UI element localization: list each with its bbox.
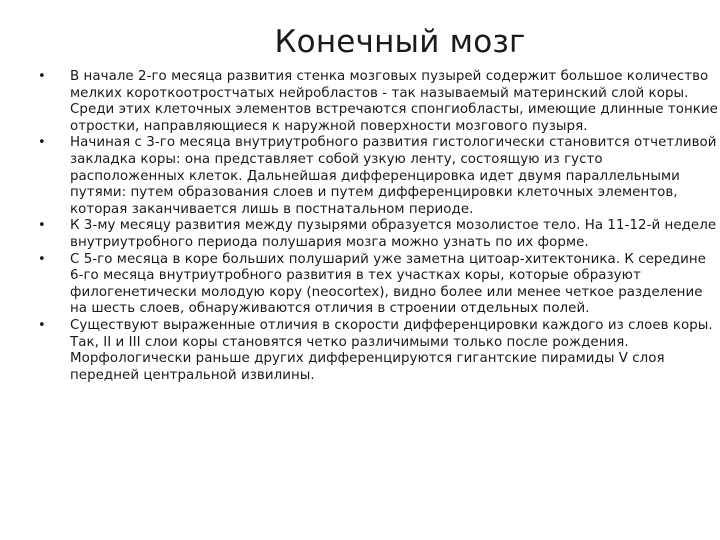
bullet-item-1 <box>38 69 718 135</box>
bullet-marker: • <box>38 135 46 151</box>
bullet-text: В начале 2-го месяца развития стенка мозговых пузырей содержит большое количество мелких короткоотростчатых нейробластов - так называемый материнский слой коры. Среди этих клеточных элементов встречаются спонгиобласты, имеющие длинные тонкие отростки, направляющиеся к наружной поверхности мозгового пузыря. <box>70 69 718 134</box>
bullet-text: К 3-му месяцу развития между пузырями образуется мозолистое тело. На 11-12-й неделе внутриутробного периода полушария мозга можно узнать по их форме. <box>70 218 717 250</box>
bullet-item-3 <box>38 218 718 251</box>
bullet-text: С 5-го месяца в коре больших полушарий уже заметна цитоар-хитектоника. К середине 6-го месяца внутриутробного развития в тех участках коры, которые образуют филогенетически молодую кору (neocortex), видно более или менее четкое разделение на шесть слоев, обнаруживаются отличия в строении отдельных полей. <box>70 251 706 317</box>
bullet-item-4 <box>38 252 718 318</box>
slide-title: Конечный мозг <box>274 24 526 60</box>
bullet-text: Начиная с 3-го месяца внутриутробного развития гистологически становится отчетливой закладка коры: она представляет собой узкую ленту, состоящую из густо расположенных клеток. Дальнейшая дифференцировка идет двумя параллельными путями: путем образования слоев и путем дифференцировки клеточных элементов, которая заканчивается лишь в постнатальном периоде. <box>70 135 717 217</box>
bullet-marker: • <box>38 251 46 267</box>
bullet-marker: • <box>38 218 46 234</box>
bullet-marker: • <box>38 317 46 333</box>
bullet-text: Существуют выраженные отличия в скорости дифференцировки каждого из слоев коры. Так, II и III слои коры становятся четко различимыми только после рождения. Морфологически раньше других дифференцируются гигантские пирамиды V слоя передней центральной извилины. <box>70 317 713 383</box>
bullet-marker: • <box>38 69 46 84</box>
bullet-item-2 <box>38 135 718 218</box>
bullet-list <box>38 69 718 384</box>
bullet-item-5 <box>38 318 718 384</box>
